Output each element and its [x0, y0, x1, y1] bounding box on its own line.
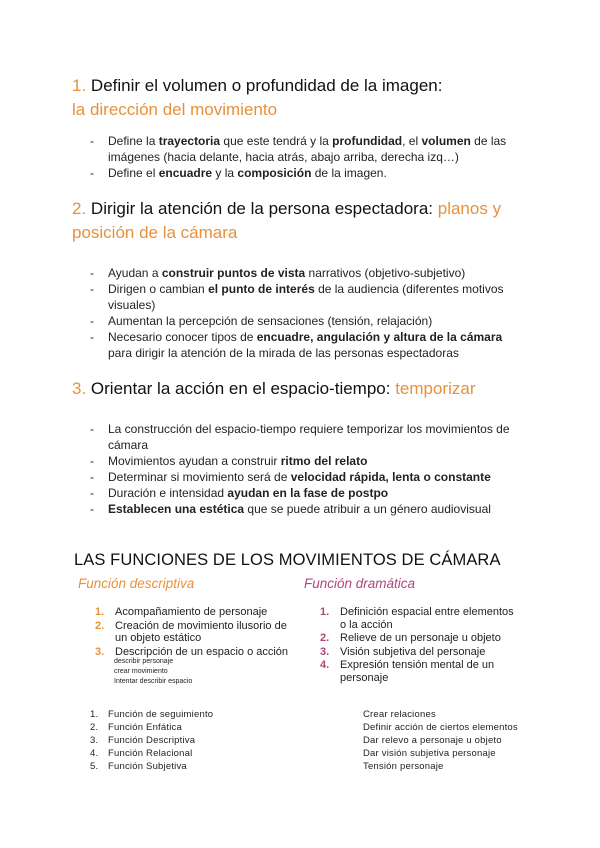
dash-icon: -: [90, 470, 94, 484]
item-text: Definición espacial entre elementos o la acción: [340, 606, 514, 631]
bullet-text: narrativos (objetivo-subjetivo): [305, 266, 466, 280]
section3-bullet: [90, 485, 520, 501]
section2-bullets: [90, 265, 520, 361]
dash-icon: -: [90, 134, 94, 148]
summary-right-item: Tensión personaje: [363, 761, 444, 772]
summary-item: [90, 708, 213, 721]
funciones-title: LAS FUNCIONES DE LOS MOVIMIENTOS DE CÁMARA: [74, 551, 501, 569]
section1-title: Definir el volumen o profundidad de la imagen:: [90, 76, 443, 95]
list-item: [320, 632, 515, 645]
list-item: [320, 606, 515, 631]
item-text: Relieve de un personaje u objeto: [340, 632, 501, 644]
bullet-text: Ayudan a: [108, 266, 162, 280]
summary-item: [90, 760, 213, 773]
summary-left-list: [90, 708, 213, 773]
section3-bullet: [90, 501, 520, 517]
dash-icon: -: [90, 282, 94, 296]
section3-heading: [72, 377, 552, 401]
summary-number: 5.: [90, 761, 99, 772]
bullet-text: de las imágenes (hacia delante, hacia atrás, abajo arriba, derecha izq…): [108, 134, 507, 164]
item-number: 2.: [95, 619, 105, 632]
bullet-text: y la: [212, 166, 238, 180]
bullet-text: La construcción del espacio-tiempo requiere temporizar los movimientos de cámara: [108, 422, 510, 452]
item-number: 4.: [320, 659, 330, 671]
item-number: 3.: [320, 645, 330, 658]
section2-bullet: [90, 281, 520, 313]
bullet-text: que este tendrá y la: [220, 134, 333, 148]
section1-bullet: [90, 165, 520, 181]
funcion-descriptiva-list: [95, 606, 295, 659]
bullet-text: velocidad rápida, lenta o constante: [290, 470, 491, 484]
list-item: [95, 620, 295, 645]
section2-bullet: [90, 329, 520, 361]
bullet-text: composición: [237, 166, 312, 180]
handwritten-note: Intentar describir espacio: [114, 678, 193, 685]
section2-bullet: [90, 313, 520, 329]
bullet-text: encuadre: [158, 166, 213, 180]
bullet-text: construir puntos de vista: [161, 266, 306, 280]
summary-number: 3.: [90, 735, 99, 746]
section2-title: Dirigir la atención de la persona espectadora:: [90, 199, 438, 218]
bullet-text: de la audiencia (diferentes motivos visuales): [108, 282, 504, 312]
summary-right-item: Definir acción de ciertos elementos: [363, 722, 518, 733]
item-text: Visión subjetiva del personaje: [340, 645, 486, 658]
summary-right-item: Dar visión subjetiva personaje: [363, 748, 496, 759]
section1-bullets: [90, 133, 520, 181]
item-number: 1.: [320, 606, 330, 618]
bullet-text: Duración e intensidad: [108, 486, 228, 500]
item-text: Creación de movimiento ilusorio de un objeto estático: [115, 619, 287, 644]
summary-right-item: Crear relaciones: [363, 709, 436, 720]
summary-right-list: [363, 708, 518, 773]
section1-heading: [72, 74, 552, 122]
bullet-text: Necesario conocer tipos de: [108, 330, 257, 344]
summary-text: Función Descriptiva: [108, 735, 196, 746]
item-text: Expresión tensión mental de un personaje: [340, 659, 495, 684]
section3-number: 3.: [72, 379, 87, 398]
item-number: 2.: [320, 632, 330, 644]
bullet-text: trayectoria: [158, 134, 221, 148]
section3-title-accent: temporizar: [395, 379, 476, 398]
item-number: 3.: [95, 645, 105, 658]
item-text: Descripción de un espacio o acción: [115, 645, 289, 658]
dash-icon: -: [90, 166, 94, 180]
dash-icon: -: [90, 502, 94, 516]
funcion-dramatica-list: [320, 606, 515, 685]
bullet-text: profundidad: [332, 134, 403, 148]
section2-number: 2.: [72, 199, 87, 218]
funcion-dramatica-title: Función dramática: [304, 576, 416, 591]
summary-text: Función de seguimiento: [108, 709, 214, 720]
summary-item: [90, 721, 213, 734]
list-item: [320, 659, 515, 684]
funcion-descriptiva-title: Función descriptiva: [78, 576, 195, 591]
bullet-text: ayudan en la fase de postpo: [227, 486, 389, 500]
bullet-text: Define el: [108, 166, 159, 180]
bullet-text: el punto de interés: [208, 282, 315, 296]
bullet-text: que se puede atribuir a un género audiovisual: [244, 502, 491, 516]
section3-title: Orientar la acción en el espacio-tiempo:: [90, 379, 396, 398]
bullet-text: para dirigir la atención de la mirada de las personas espectadoras: [108, 346, 459, 360]
list-item: [95, 606, 295, 619]
dash-icon: -: [90, 454, 94, 468]
bullet-text: ritmo del relato: [280, 454, 368, 468]
summary-number: 4.: [90, 748, 99, 759]
bullet-text: volumen: [421, 134, 471, 148]
bullet-text: Establecen una estética: [108, 502, 245, 516]
summary-number: 1.: [90, 709, 99, 720]
bullet-text: , el: [402, 134, 422, 148]
bullet-text: Define la: [108, 134, 159, 148]
section3-bullet: [90, 421, 520, 453]
dash-icon: -: [90, 314, 94, 328]
section1-subtitle: la dirección del movimiento: [72, 100, 278, 119]
handwritten-note: describir personaje: [114, 658, 174, 665]
bullet-text: Aumentan la percepción de sensaciones (tensión, relajación): [108, 314, 433, 328]
bullet-text: encuadre, angulación y altura de la cámara: [256, 330, 503, 344]
item-number: 1.: [95, 606, 105, 618]
dash-icon: -: [90, 486, 94, 500]
dash-icon: -: [90, 422, 94, 436]
bullet-text: Movimientos ayudan a construir: [108, 454, 281, 468]
section1-number: 1.: [72, 76, 87, 95]
section2-bullet: [90, 265, 520, 281]
summary-item: [90, 747, 213, 760]
summary-text: Función Enfática: [108, 722, 182, 733]
section1-bullet: [90, 133, 520, 165]
handwritten-note: crear movimiento: [114, 668, 168, 675]
summary-right-item: Dar relevo a personaje u objeto: [363, 735, 502, 746]
bullet-text: de la imagen.: [311, 166, 387, 180]
item-text: Acompañamiento de personaje: [115, 606, 268, 618]
dash-icon: -: [90, 330, 94, 344]
section3-bullet: [90, 453, 520, 469]
summary-text: Función Relacional: [108, 748, 193, 759]
funcion-descriptiva-notes: [114, 657, 192, 687]
summary-text: Función Subjetiva: [108, 761, 187, 772]
list-item: [320, 646, 515, 659]
summary-number: 2.: [90, 722, 99, 733]
section2-title-accent: planos y posición de la cámara: [72, 199, 502, 242]
bullet-text: Determinar si movimiento será de: [108, 470, 291, 484]
section3-bullet: [90, 469, 520, 485]
bullet-text: Dirigen o cambian: [108, 282, 209, 296]
dash-icon: -: [90, 266, 94, 280]
section2-heading: [72, 197, 542, 245]
summary-item: [90, 734, 213, 747]
section3-bullets: [90, 421, 520, 517]
